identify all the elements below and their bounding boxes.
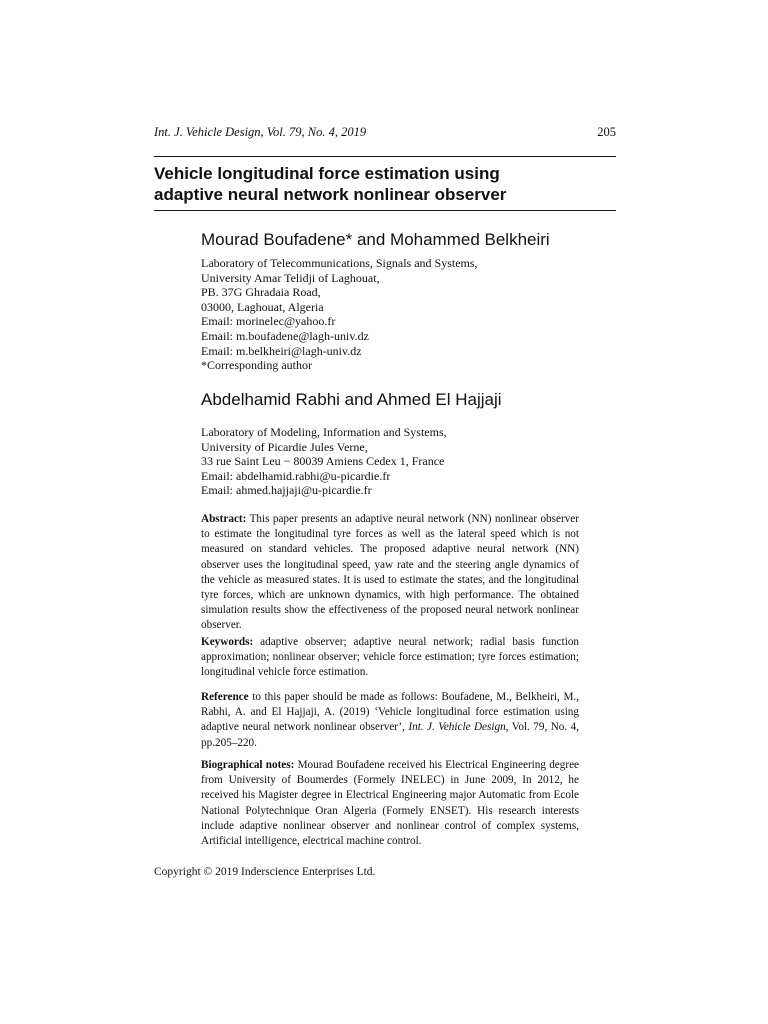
email-line: Email: morinelec@yahoo.fr: [201, 314, 336, 329]
abstract-text: This paper presents an adaptive neural network (NN) nonlinear observer to estimate the longitudinal tyre forces as well as the lateral speed which is not measured on standard vehicles. The proposed adaptive neural network (NN) observer uses the longitudinal speed, yaw rate and the steering angle dynamics of the vehicle as measured states. It is used to estimate the states, and the longitudinal tyre forces, which are unknown dynamics, with high performance. The obtained simulation results show the effectiveness of the proposed neural network nonlinear observer.: [201, 513, 579, 632]
paper-title: Vehicle longitudinal force estimation using adaptive neural network nonlinear observer: [154, 164, 507, 204]
copyright-notice: Copyright © 2019 Inderscience Enterprises Ltd.: [154, 866, 376, 878]
keywords-text: adaptive observer; adaptive neural network; radial basis function approximation; nonlinear observer; vehicle force estimation; tyre forces estimation; longitudinal vehicle force estimation.: [201, 636, 580, 679]
abstract-label: Abstract:: [201, 513, 247, 525]
reference-text: to this paper should be made as follows: Boufadene, M., Belkheiri, M., Rabhi, A. and El Hajjaji, A. (2019) ‘Vehicle longitudinal force estimation using adaptive neural network nonlinear observer’,: [201, 691, 579, 734]
page-number: 205: [597, 125, 616, 139]
email-line: Email: abdelhamid.rabhi@u-picardie.fr: [201, 468, 391, 483]
affiliation-line: Laboratory of Telecommunications, Signals and Systems,: [201, 256, 478, 270]
affiliation-line: University of Picardie Jules Verne,: [201, 439, 368, 454]
affiliation-1: [201, 256, 579, 373]
bio-label: Biographical notes:: [201, 759, 295, 771]
author-names-2: Abdelhamid Rabhi and Ahmed El Hajjaji: [201, 390, 502, 409]
reference: [201, 690, 579, 751]
email-line: Email: ahmed.hajjaji@u-picardie.fr: [201, 483, 372, 498]
affiliation-line: 33 rue Saint Leu − 80039 Amiens Cedex 1, France: [201, 454, 445, 469]
affiliation-line: University Amar Telidji of Laghouat,: [201, 270, 380, 285]
keywords-label: Keywords:: [201, 636, 254, 648]
email-line: Email: m.belkheiri@lagh-univ.dz: [201, 343, 362, 358]
journal-citation: Int. J. Vehicle Design, Vol. 79, No. 4, 2019: [154, 125, 367, 139]
keywords: [201, 635, 579, 681]
abstract: [201, 512, 579, 634]
affiliation-line: 03000, Laghouat, Algeria: [201, 299, 324, 314]
biographical-notes: [201, 758, 579, 849]
bio-text: Mourad Boufadene received his Electrical Engineering degree from University of Boumerdes (Formely INELEC) in June 2009, In 2012, he received his Magister degree in Electrical Engineering major Automatic from Ecole National Polytechnique Oran Algeria (Formely ENSET). His research interests include adaptive nonlinear observer and nonlinear control of complex systems, Artificial intelligence, electrical machine control.: [201, 759, 579, 848]
affiliation-line: PB. 37G Ghradaia Road,: [201, 285, 321, 300]
running-head: [154, 125, 616, 140]
reference-label: Reference: [201, 691, 249, 703]
reference-journal: Int. J. Vehicle Design: [408, 721, 506, 734]
affiliation-2: [201, 425, 579, 498]
corresponding-author-note: *Corresponding author: [201, 358, 312, 373]
title-block: [154, 156, 616, 211]
email-line: Email: m.boufadene@lagh-univ.dz: [201, 328, 369, 343]
affiliation-line: Laboratory of Modeling, Information and Systems,: [201, 425, 447, 439]
reference-volume: , Vol. 79, No. 4, pp.205–220.: [201, 721, 580, 749]
author-names-1: Mourad Boufadene* and Mohammed Belkheiri: [201, 230, 550, 249]
